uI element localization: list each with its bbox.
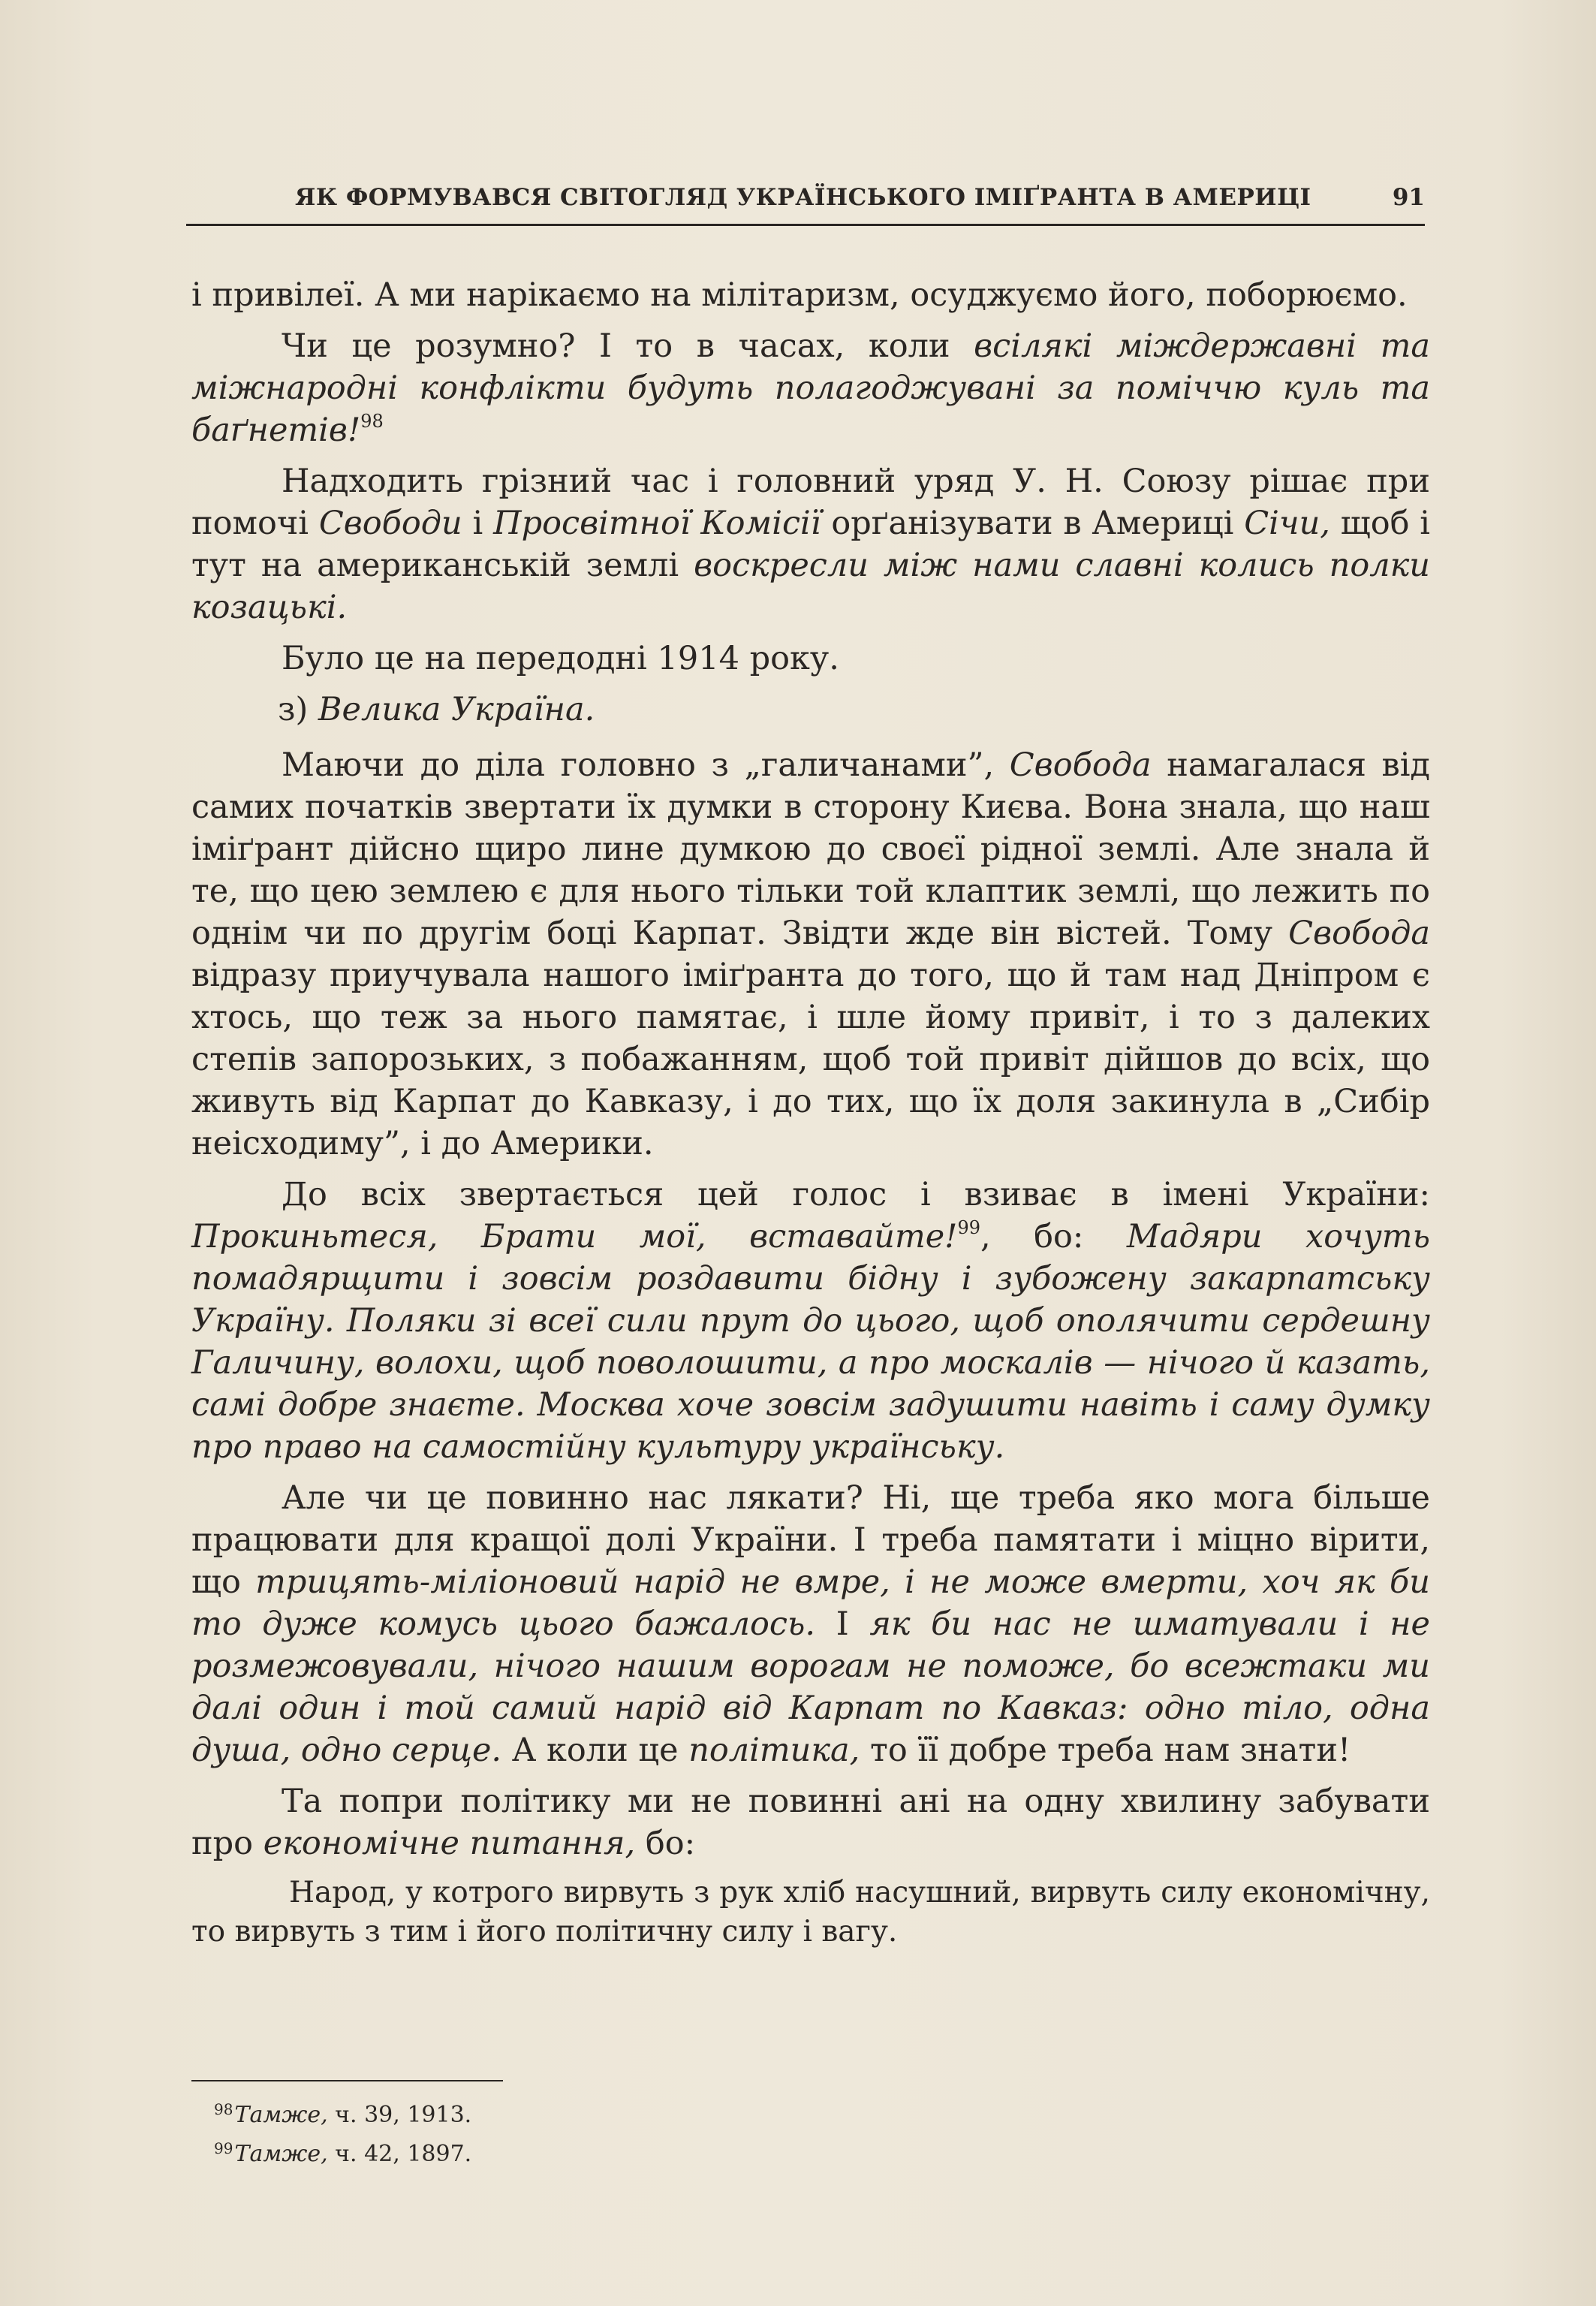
paragraph-7-text: А коли це: [501, 1732, 689, 1769]
footnote-divider: [191, 2080, 503, 2081]
paragraph-6-italic: Прокиньтеся, Брати мої, вставайте!: [191, 1218, 958, 1255]
paragraph-3-text: Надходить грізний час і головний уряд У. Н. Союзу рішає при помочі: [191, 463, 1430, 542]
paragraph-8-text: Та попри політику ми не повинні ані на одну хвилину забувати про: [191, 1783, 1430, 1862]
paragraph-3-text: щоб і тут на американській землі: [191, 505, 1431, 584]
footnote-number: 99: [214, 2139, 233, 2157]
block-quote-text: Народ, у котрого вирвуть з рук хліб насушний, вирвуть силу економічну, то вирвуть з тим і його політичну силу і вагу.: [191, 1876, 1430, 1949]
paragraph-5-text: намагалася від самих початків звертати їх думки в сторону Києва. Вона знала, що наш іміґрант дійсно щиро лине думкою до своєї рідної землі. Але знала й те, що цею землею є для нього тільки той клаптик землі, що лежить по однім чи по другім боці Карпат. Звідти жде він вістей. Тому: [191, 746, 1430, 952]
paragraph-3-text: і: [462, 505, 494, 542]
page-number: 91: [1392, 184, 1425, 211]
section-heading: [191, 689, 1430, 731]
footnote-source: Тамже,: [234, 2102, 328, 2128]
footnote-ref-99: 99: [957, 1217, 980, 1238]
paragraph-5-italic: Свобода: [1288, 915, 1430, 952]
paragraph-8-text: бо:: [635, 1825, 696, 1862]
paragraph-3-text: орґанізувати в Америці: [821, 505, 1245, 542]
paragraph-7-text: І: [815, 1605, 870, 1643]
paragraph-5-text: відразу приучувала нашого іміґранта до того, що й там над Дніпром є хтось, що теж за нього памятає, і шле йому привіт, і то з далеких степів запорозьких, з побажанням, щоб той привіт дійшов до всіх, що живуть від Карпат до Кавказу, і до тих, що їх доля закинула в „Сибір неісходиму”, і до Америки.: [191, 957, 1430, 1162]
paragraph-7-italic: трицять-міліоновий нарід не вмре, і не може вмерти, хоч як би то дуже комусь цього бажалось.: [191, 1563, 1430, 1643]
paragraph-3-italic: Січи,: [1244, 505, 1330, 542]
footnote-reference: ч. 39, 1913.: [327, 2102, 472, 2128]
footnote-ref-98: 98: [360, 411, 384, 432]
paragraph-5: [191, 744, 1430, 1165]
paragraph-5-text: Маючи до діла головно з „галичанами”,: [282, 746, 1010, 784]
paragraph-8: [191, 1780, 1430, 1864]
footnote-number: 98: [214, 2100, 233, 2118]
page-header: [186, 179, 1425, 226]
footnote-98: [214, 2093, 471, 2132]
paragraph-7: [191, 1477, 1430, 1771]
footnote-reference: ч. 42, 1897.: [327, 2141, 472, 2167]
paragraph-2: [191, 325, 1430, 451]
block-quote: [191, 1873, 1430, 1952]
paragraph-3-italic: Просвітної Комісії: [493, 505, 821, 542]
paragraph-4-text: Було це на передодні 1914 року.: [282, 640, 839, 677]
paragraph-7-italic: політика,: [688, 1732, 860, 1769]
paragraph-3-italic: Свободи: [318, 505, 462, 542]
paragraph-7-text: Але чи це повинно нас лякати? Ні, ще треба яко мога більше працювати для кращої долі України. І треба памятати і міцно вірити, що: [191, 1479, 1430, 1601]
paragraph-7-italic: як би нас не шматували і не розмежовували, нічого нашим ворогам не поможе, бо всежтаки ми далі один і той самий нарід від Карпат по Кавказ: одно тіло, одна душа, одно серце.: [191, 1605, 1430, 1769]
paragraph-4: [191, 638, 1430, 680]
paragraph-5-italic: Свобода: [1009, 746, 1152, 784]
footnote-99: [214, 2132, 471, 2171]
paragraph-3: [191, 460, 1430, 628]
paragraph-2-italic: всілякі міждержавні та міжнародні конфлікти будуть полагоджувані за поміччю куль та баґнетів!: [191, 327, 1430, 449]
paragraph-6-text: До всіх звертається цей голос і взиває в імені України:: [282, 1176, 1430, 1213]
body-text: [191, 274, 1430, 1961]
section-title: Велика Україна.: [318, 691, 595, 728]
footnote-source: Тамже,: [234, 2141, 328, 2167]
paragraph-6: [191, 1174, 1430, 1468]
paragraph-6-text: , бо:: [980, 1218, 1127, 1255]
section-label: з): [278, 691, 318, 728]
footnotes: [214, 2093, 471, 2171]
paragraph-1: [191, 274, 1430, 316]
paragraph-6-italic: Мадяри хочуть помадярщити і зовсім роздавити бідну і зубожену закарпатську Україну. Поляки зі всеї сили прут до цього, щоб ополячити сердешну Галичину, волохи, щоб поволошити, а про москалів — нічого й казать, самі добре знаєте. Москва хоче зовсім задушити навіть і саму думку про право на самостійну культуру українську.: [191, 1218, 1430, 1466]
running-head: ЯК ФОРМУВАВСЯ СВІТОГЛЯД УКРАЇНСЬКОГО ІМІҐРАНТА В АМЕРИЦІ: [295, 184, 1311, 211]
paragraph-2-text: Чи це розумно? І то в часах, коли: [282, 327, 974, 365]
paragraph-3-italic: воскресли між нами славні колись полки козацькі.: [191, 547, 1431, 626]
paragraph-8-italic: економічне питання,: [263, 1825, 636, 1862]
paragraph-7-text: то її добре треба нам знати!: [860, 1732, 1351, 1769]
paragraph-1-text: і привілеї. А ми нарікаємо на мілітаризм, осуджуємо його, поборюємо.: [191, 276, 1408, 314]
